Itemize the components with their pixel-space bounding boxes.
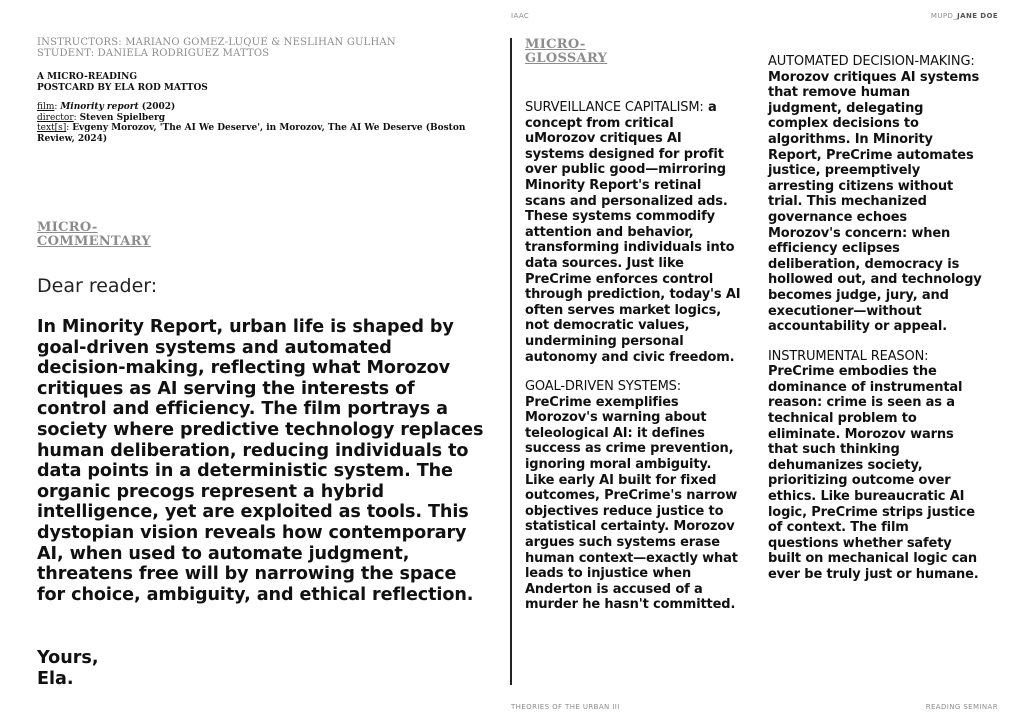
texts-label: text[s] xyxy=(37,123,67,133)
closing: Yours, xyxy=(37,648,99,668)
director-label: director xyxy=(37,112,74,123)
film-value: Minority report xyxy=(60,102,139,112)
glossary-term: GOAL-DRIVEN SYSTEMS: xyxy=(525,379,681,395)
glossary-column-2 xyxy=(768,54,982,597)
glossary-heading-line1: MICRO- xyxy=(525,37,586,52)
glossary-entry xyxy=(768,349,982,583)
texts-line: text[s]: Evgeny Morozov, 'The AI We Deserve', in Morozov, The AI We Deserve (Boston Review, 2024) xyxy=(37,123,466,144)
glossary-definition: PreCrime exemplifies Morozov's warning about teleological AI: it defines success as crime prevention, ignoring moral ambiguity. Like early AI built for fixed outcomes, PreCrime's narrow objectives reduce justice to statistical certainty. Morozov argues such systems erase human context—exactly what leads to injustice when Anderton is accused of a murder he hasn't committed. xyxy=(525,394,738,613)
instructors-line: INSTRUCTORS: MARIANO GOMEZ-LUQUE & NESLIHAN GULHAN xyxy=(37,37,396,48)
texts-value: Evgeny Morozov, 'The AI We Deserve', in Morozov, The AI We Deserve (Boston Review, 2024) xyxy=(37,123,466,144)
glossary-entry xyxy=(525,100,741,365)
commentary-body: In Minority Report, urban life is shaped by goal-driven systems and automated decision-making, reflecting what Morozov critiques as AI serving the interests of control and efficiency. The film portrays a society where predictive technology replaces human deliberation, reducing individuals to data points in a deterministic system. The organic precogs represent a hybrid intelligence, yet are exploited as tools. This dystopian vision reveals how contemporary AI, when used to automate judgment, threatens free will by narrowing the space for choice, ambiguity, and ethical reflection. xyxy=(37,317,484,605)
signature: Ela. xyxy=(37,668,74,689)
header-right-prefix: MUPD_ xyxy=(930,12,958,20)
glossary-term: INSTRUMENTAL REASON: xyxy=(768,348,929,364)
glossary-definition: PreCrime embodies the dominance of instrumental reason: crime is seen as a technical problem to eliminate. Morozov warns that such thinking dehumanizes society, prioritizing outcome over ethics. Like bureaucratic AI logic, PreCrime strips justice of context. The film questions whether safety built on mechanical logic can ever be truly just or humane. xyxy=(768,364,979,582)
commentary-heading-line1: MICRO- xyxy=(37,220,98,235)
commentary-heading-line2: COMMENTARY xyxy=(37,234,151,249)
film-line: film: Minority report (2002) xyxy=(37,102,176,112)
header-right xyxy=(931,12,998,20)
commentary-heading xyxy=(37,221,151,249)
glossary-heading xyxy=(525,38,607,66)
column-divider xyxy=(510,38,512,685)
salutation: Dear reader: xyxy=(37,275,158,297)
glossary-term: SURVEILLANCE CAPITALISM: xyxy=(525,100,704,115)
glossary-definition: Morozov critiques AI systems that remove human judgment, delegating complex decisions to algorithms. In Minority Report, PreCrime automates justice, preemptively arresting citizens without trial. This mechanized governance echoes Morozov's concern: when efficiency eclipses deliberation, democracy is hollowed out, and technology becomes judge, jury, and executioner—without accountability or appeal. xyxy=(768,69,982,335)
glossary-definition: a concept from critical uMorozov critiques AI systems designed for profit over public good—mirroring Minority Report's retinal scans and personalized ads. These systems commodify attention and behavior, transforming individuals into data sources. Just like PreCrime enforces control through prediction, today's AI often serves market logics, not democratic values, undermining personal autonomy and civic freedom. xyxy=(525,100,741,365)
meta-block xyxy=(37,37,487,144)
footer-right: READING SEMINAR xyxy=(925,703,998,711)
film-label: film xyxy=(37,102,55,112)
glossary-term: AUTOMATED DECISION-MAKING: xyxy=(768,54,975,69)
header-right-name: JANE DOE xyxy=(957,12,998,20)
student-line: STUDENT: DANIELA RODRIGUEZ MATTOS xyxy=(37,48,270,59)
signoff xyxy=(37,648,99,689)
film-year: (2002) xyxy=(138,102,176,112)
director-line: director: Steven Spielberg xyxy=(37,112,165,123)
footer-left: THEORIES OF THE URBAN III xyxy=(511,703,620,711)
glossary-entry xyxy=(768,54,982,335)
glossary-heading-line2: GLOSSARY xyxy=(525,51,608,66)
glossary-column-1 xyxy=(525,100,741,627)
postcard-title-line2: POSTCARD BY ELA ROD MATTOS xyxy=(37,82,208,93)
glossary-entry xyxy=(525,379,741,613)
header-left: IAAC xyxy=(511,12,530,20)
postcard-title-line1: A MICRO-READING xyxy=(37,72,138,82)
director-value: Steven Spielberg xyxy=(79,112,165,123)
